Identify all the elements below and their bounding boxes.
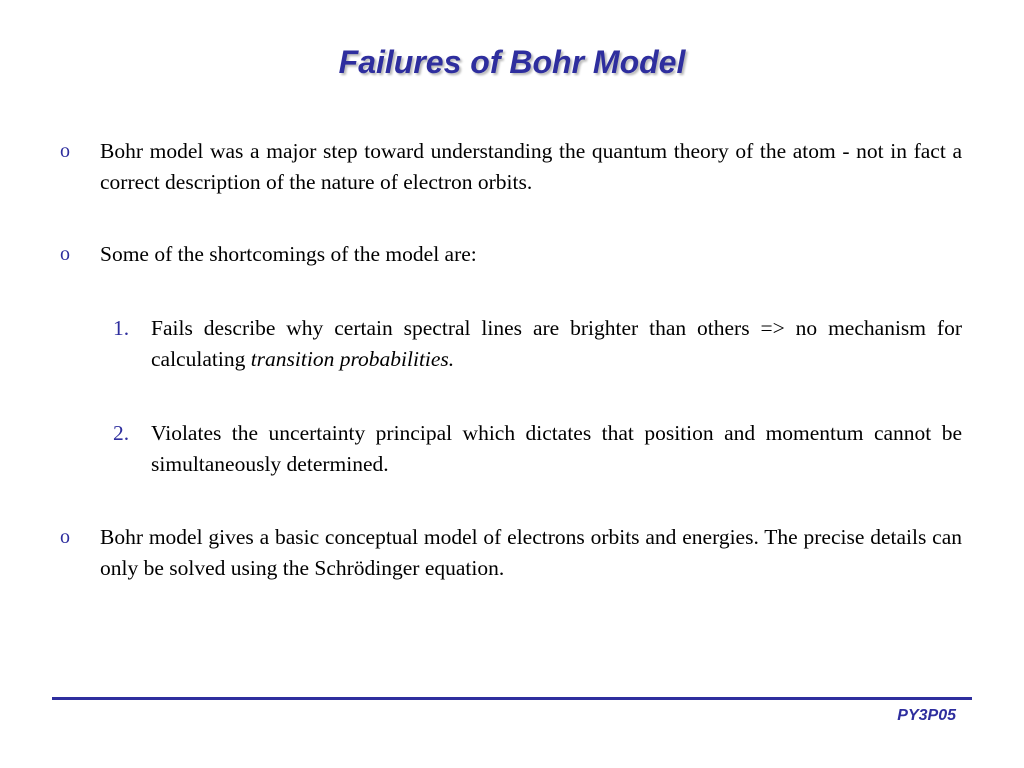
bullet-text: Some of the shortcomings of the model are: [100, 242, 477, 266]
bullet-marker: o [60, 140, 70, 162]
footer-divider [52, 697, 972, 700]
numbered-item [113, 418, 962, 480]
bullet-text: Bohr model was a major step toward understanding the quantum theory of the atom - not in fact a correct description of the nature of electron orbits. [100, 139, 962, 194]
bullet-item [60, 136, 962, 198]
bullet-text: Bohr model gives a basic conceptual model of electrons orbits and energies. The precise details can only be solved using the Schrödinger equation. [100, 525, 962, 580]
bullet-marker: o [60, 243, 70, 265]
numbered-item [113, 313, 962, 375]
number-marker: 1. [113, 316, 130, 340]
bullet-item [60, 522, 962, 584]
footer-course-code: PY3P05 [897, 707, 956, 724]
slide-title: Failures of Bohr Model [338, 44, 686, 80]
numbered-text: Violates the uncertainty principal which dictates that position and momentum cannot be simultaneously determined. [151, 421, 962, 476]
number-marker: 2. [113, 421, 130, 445]
numbered-text-plain: Fails describe why certain spectral lines are brighter than others => no mechanism for calculating [151, 316, 962, 371]
bullet-item [60, 239, 962, 270]
numbered-text [151, 313, 962, 375]
bullet-marker: o [60, 526, 70, 548]
numbered-text-italic: transition probabilities. [250, 347, 455, 371]
